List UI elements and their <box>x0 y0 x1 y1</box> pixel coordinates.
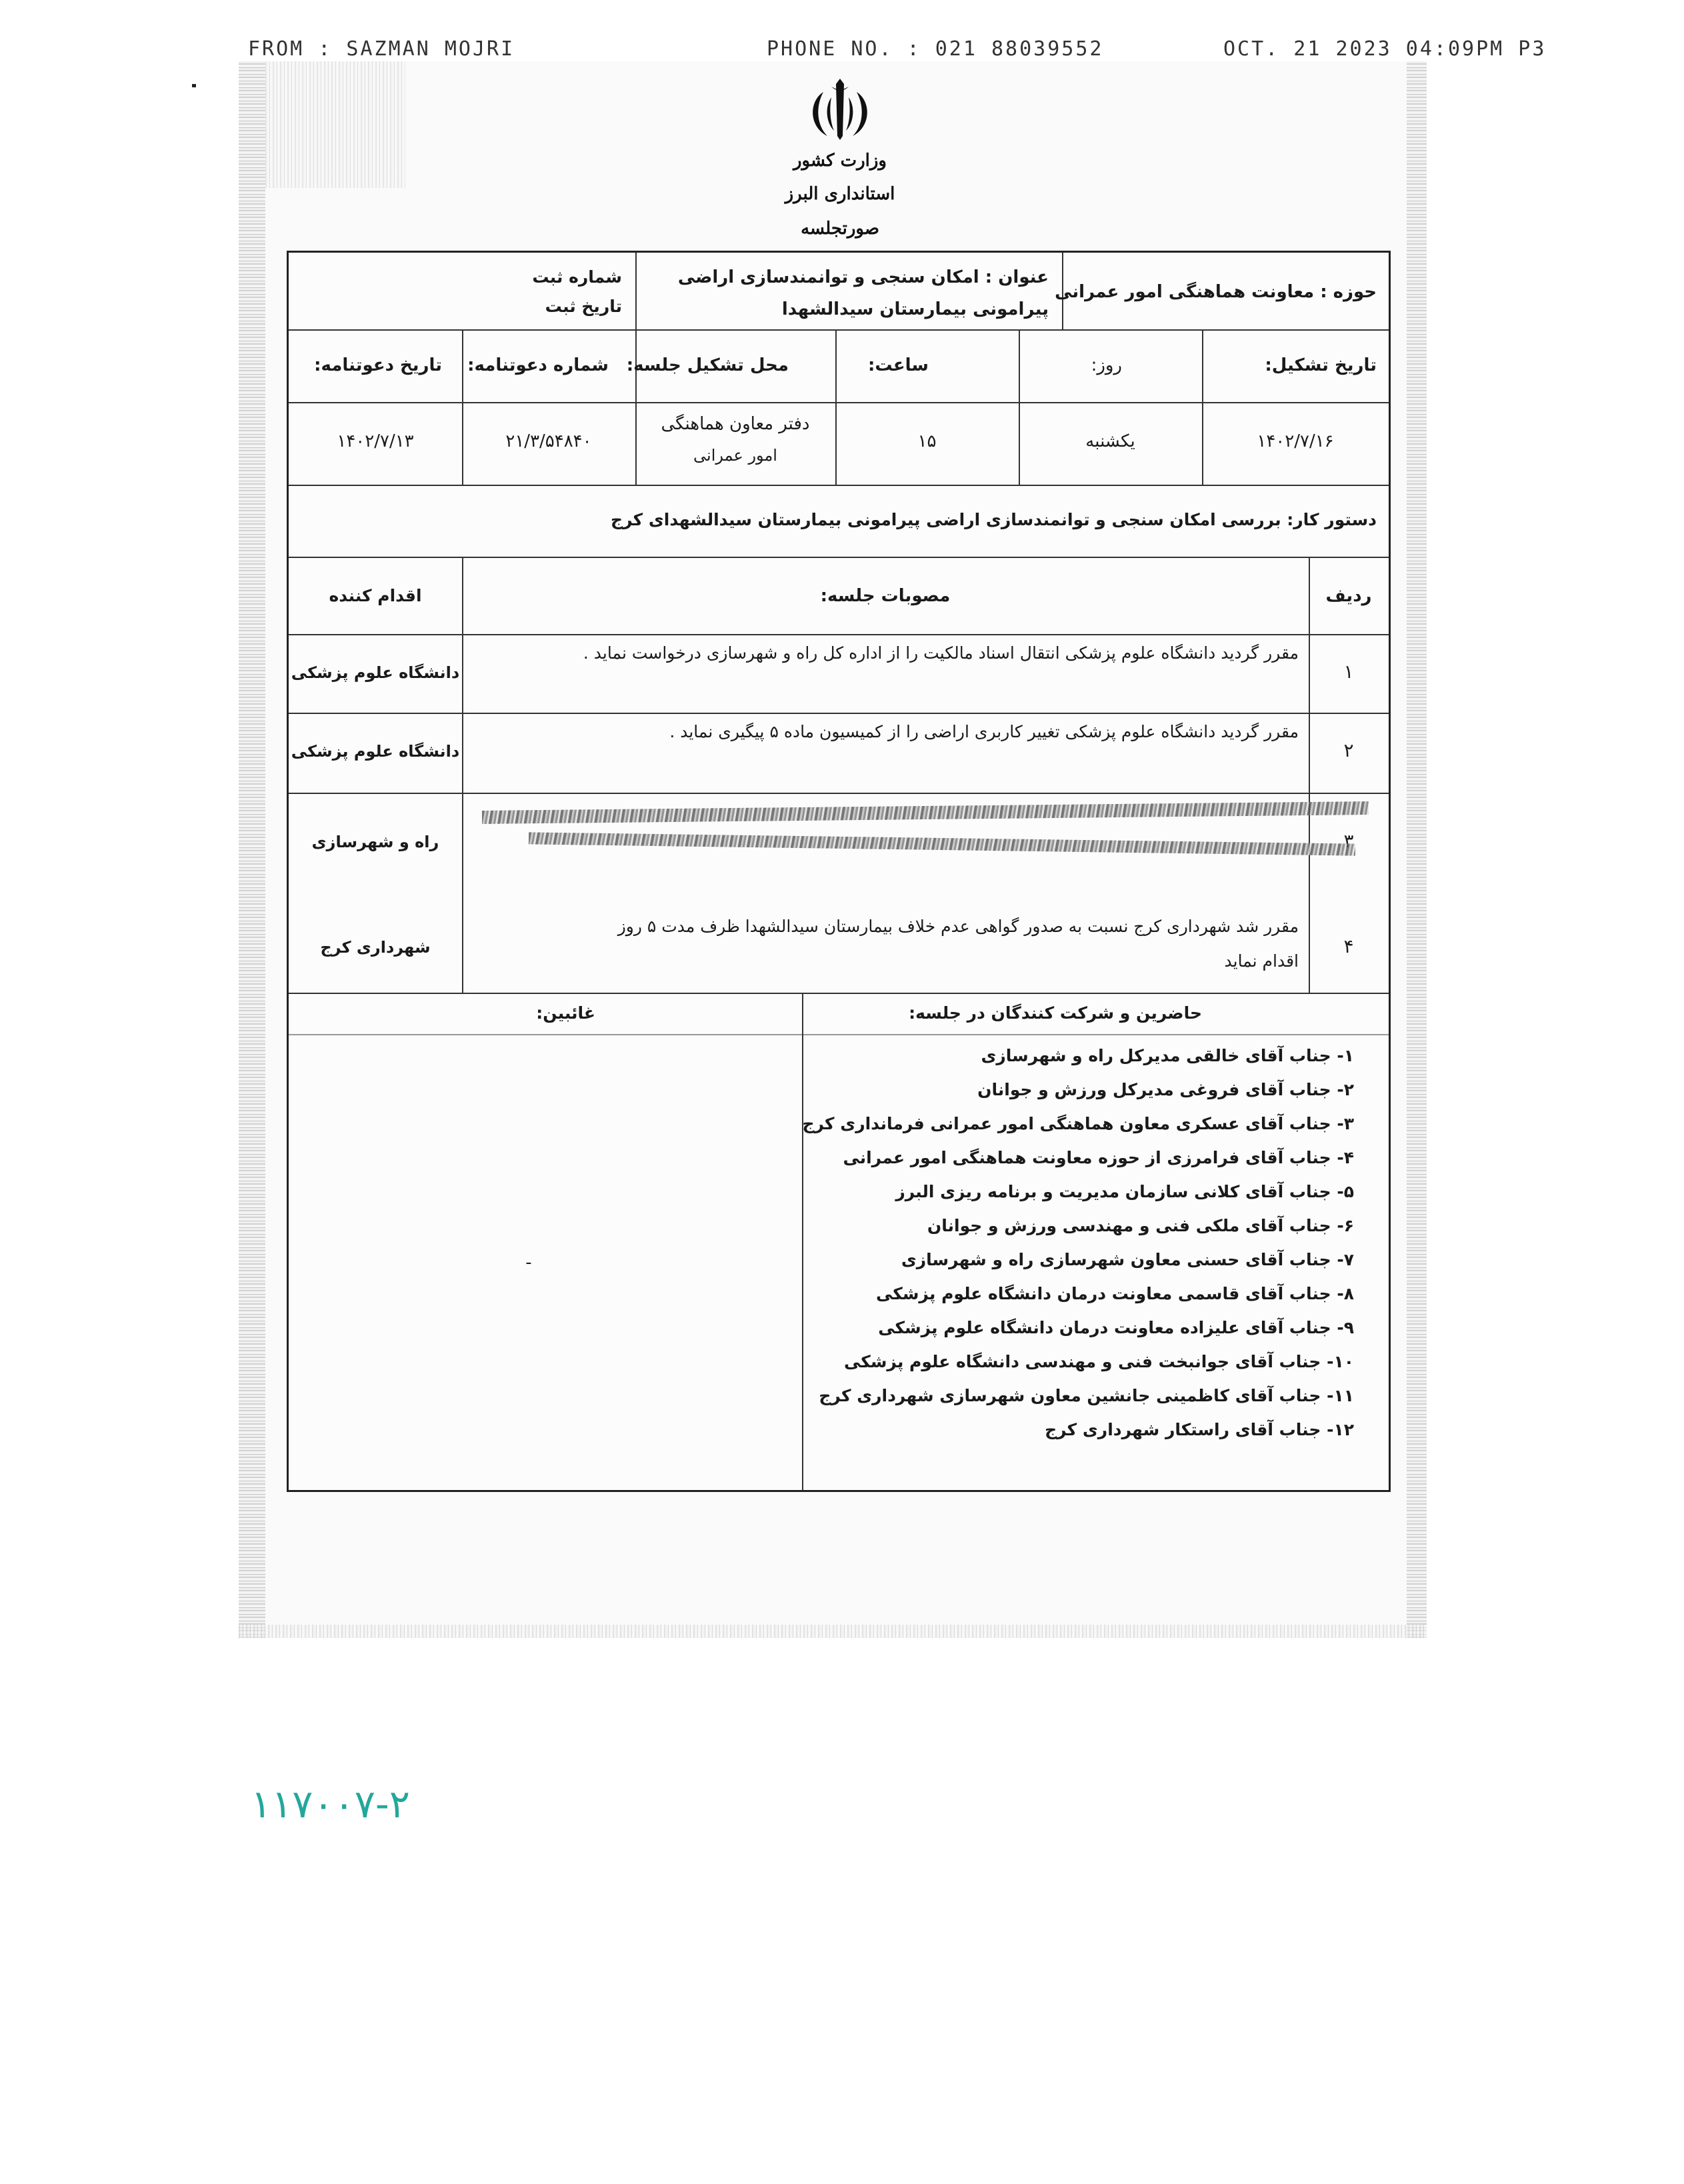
registration-date-label: تاریخ ثبت <box>545 297 622 316</box>
invite-number-header: شماره دعوتنامه: <box>467 355 609 375</box>
resolution-4-number: ۴ <box>1343 935 1354 957</box>
agenda: دستور کار: بررسی امکان سنجی و توانمندسازی اراضی پیرامونی بیمارستان سیدالشهدای کرج <box>611 510 1377 529</box>
meeting-place-value-1: دفتر معاون هماهنگی <box>661 414 810 434</box>
resolution-1-number: ۱ <box>1343 661 1354 683</box>
meeting-day-value: یکشنبه <box>1085 431 1135 451</box>
attendee-10: ۱۰- جناب آقای جوانبخت فنی و مهندسی دانشگاه علوم پزشکی <box>843 1352 1354 1371</box>
subject-line-1: عنوان : امکان سنجی و توانمندسازی اراضی <box>677 267 1049 287</box>
rule <box>289 485 1389 486</box>
fax-phone: PHONE NO. : 021 88039552 <box>767 37 1104 61</box>
resolution-4-actor: شهرداری کرج <box>320 938 431 957</box>
meeting-date-header: تاریخ تشکیل: <box>1265 355 1377 375</box>
resolution-1-actor: دانشگاه علوم پزشکی <box>291 663 460 682</box>
attendee-4: ۴- جناب آقای فرامرزی از حوزه معاونت هماهنگی امور عمرانی <box>843 1148 1354 1167</box>
governorate-title: استانداری البرز <box>785 184 895 204</box>
registration-number-label: شماره ثبت <box>532 267 622 287</box>
attendee-11: ۱۱- جناب آقای کاظمینی جانشین معاون شهرسازی شهرداری کرج <box>819 1386 1354 1405</box>
fax-from: FROM : SAZMAN MOJRI <box>248 37 515 61</box>
rule <box>289 1034 1389 1035</box>
minutes-form <box>287 251 1391 1492</box>
meeting-day-header: روز: <box>1091 355 1122 375</box>
rule <box>289 713 1389 714</box>
rule <box>462 329 463 485</box>
resolution-2-actor: دانشگاه علوم پزشکی <box>291 742 460 761</box>
attendee-5: ۵- جناب آقای کلانی سازمان مدیریت و برنامه ریزی البرز <box>895 1182 1354 1201</box>
subject-line-2: پیرامونی بیمارستان سیدالشهدا <box>781 299 1049 319</box>
resolution-2-number: ۲ <box>1343 739 1354 761</box>
attendee-7: ۷- جناب آقای حسنی معاون شهرسازی راه و شهرسازی <box>901 1250 1354 1269</box>
rule <box>289 402 1389 403</box>
resolutions-header: مصوبات جلسه: <box>820 586 951 606</box>
attendees-label: حاضرین و شرکت کنندگان در جلسه: <box>909 1003 1202 1023</box>
fax-date: OCT. 21 2023 04:09PM P3 <box>1223 37 1547 61</box>
domain-label: حوزه : معاونت هماهنگی امور عمرانی <box>1055 282 1377 302</box>
attendee-9: ۹- جناب آقای علیزاده معاونت درمان دانشگاه علوم پزشکی <box>878 1318 1354 1337</box>
resolution-1-text: مقرر گردید دانشگاه علوم پزشکی انتقال اسناد مالکیت را از اداره کل راه و شهرسازی درخواست نماید . <box>583 643 1299 663</box>
redaction-mark <box>482 801 1369 824</box>
invite-date-value: ۱۴۰۲/۷/۱۳ <box>337 431 414 451</box>
attendee-1: ۱- جناب آقای خالقی مدیرکل راه و شهرسازی <box>981 1046 1354 1065</box>
actor-header: اقدام کننده <box>329 586 422 605</box>
rule <box>289 634 1389 635</box>
absentees-none: - <box>525 1253 532 1273</box>
rule <box>835 329 837 485</box>
speck <box>192 84 196 87</box>
row-number-header: ردیف <box>1325 586 1372 606</box>
attendee-6: ۶- جناب آقای ملکی فنی و مهندسی ورزش و جوانان <box>927 1216 1354 1235</box>
meeting-hour-header: ساعت: <box>867 355 929 375</box>
meeting-hour-value: ۱۵ <box>917 431 937 451</box>
rule <box>289 557 1389 558</box>
rule <box>289 993 1389 994</box>
meeting-place-value-2: امور عمرانی <box>693 446 777 465</box>
attendee-8: ۸- جناب آقای قاسمی معاونت درمان دانشگاه علوم پزشکی <box>876 1284 1354 1303</box>
resolution-2-text: مقرر گردید دانشگاه علوم پزشکی تغییر کاربری اراضی را از کمیسیون ماده ۵ پیگیری نماید . <box>669 722 1299 741</box>
rule <box>802 993 803 1490</box>
resolution-4-text: مقرر شد شهرداری کرج نسبت به صدور گواهی عدم خلاف بیمارستان سیدالشهدا ظرف مدت ۵ روز <box>617 917 1299 936</box>
rule <box>289 329 1389 331</box>
ministry-title: وزارت کشور <box>793 151 887 171</box>
rule <box>1019 329 1020 485</box>
invite-number-value: ۲۱/۳/۵۴۸۴۰ <box>505 431 592 451</box>
rule <box>462 557 463 993</box>
attendee-12: ۱۲- جناب آقای راستکار شهرداری کرج <box>1045 1420 1354 1439</box>
scan-noise-topleft <box>265 61 405 188</box>
rule <box>289 793 1389 794</box>
scan-noise-left <box>239 61 265 1638</box>
resolution-3-number: ۳ <box>1343 830 1354 852</box>
redaction-mark <box>529 832 1355 855</box>
attendee-2: ۲- جناب آقای فروغی مدیرکل ورزش و جوانان <box>977 1080 1354 1099</box>
invite-date-header: تاریخ دعوتنامه: <box>314 355 442 375</box>
rule <box>1309 557 1310 993</box>
attendee-3: ۳- جناب آقای عسکری معاون هماهنگی امور عمرانی فرمانداری کرج <box>802 1114 1354 1133</box>
resolution-4-text-continued: اقدام نماید <box>1224 951 1299 971</box>
meeting-date-value: ۱۴۰۲/۷/۱۶ <box>1257 431 1334 451</box>
meeting-place-header: محل تشکیل جلسه: <box>626 355 789 375</box>
scan-noise-bottom <box>239 1625 1427 1638</box>
iran-emblem-icon <box>797 75 883 148</box>
rule <box>1202 329 1203 485</box>
resolution-3-actor: راه و شهرسازی <box>311 833 439 851</box>
document-type: صورتجلسه <box>801 219 879 239</box>
handwritten-reference-number: ۱۱۷۰۰۷-۲ <box>251 1781 410 1827</box>
scan-noise-right <box>1407 61 1427 1638</box>
absentees-label: غائبین: <box>536 1003 595 1023</box>
